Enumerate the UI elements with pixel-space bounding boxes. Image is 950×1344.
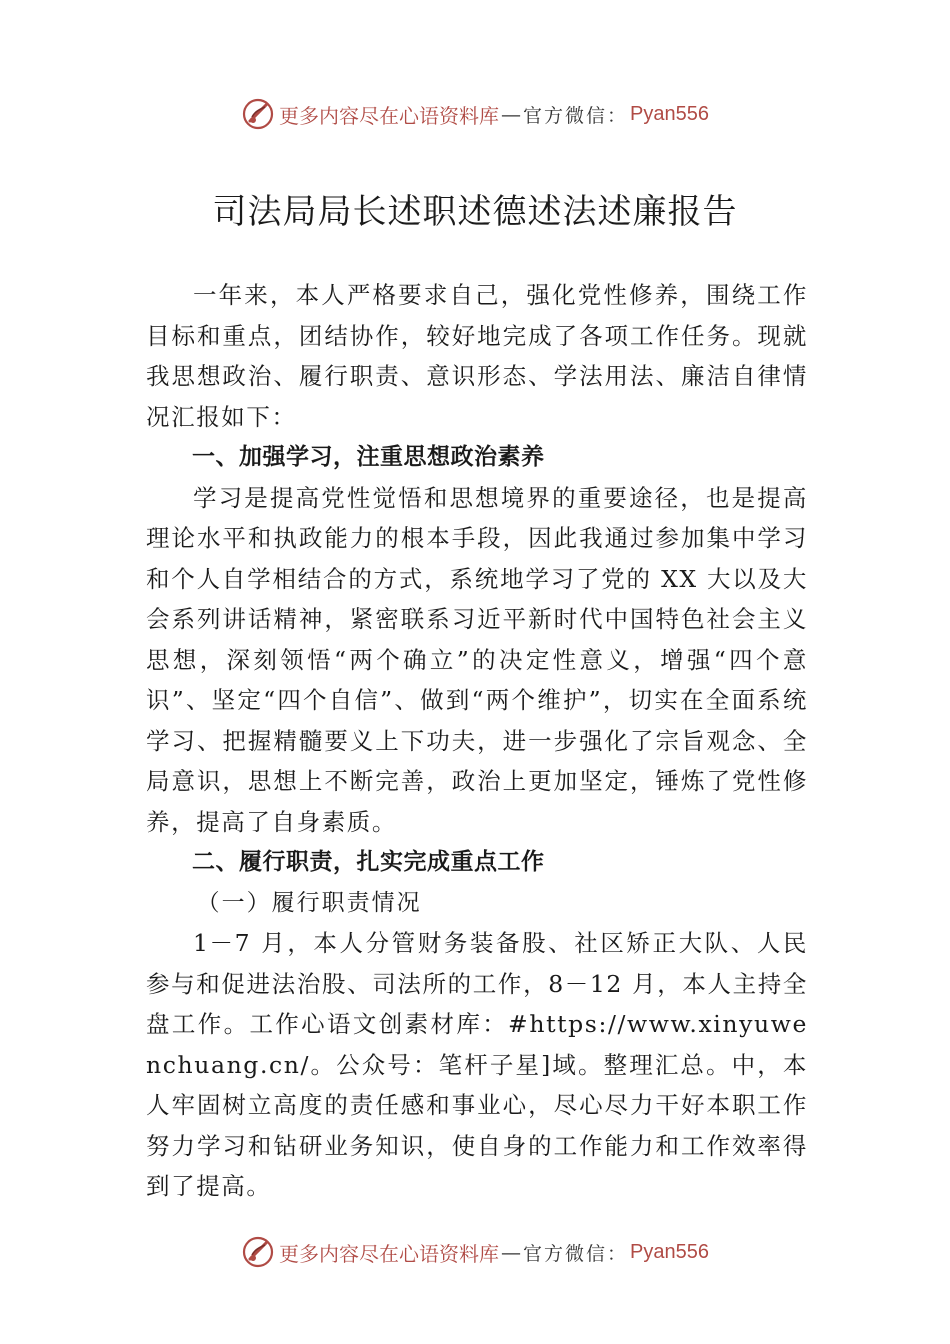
footer-banner xyxy=(0,1232,950,1272)
section-1-heading: 一、加强学习，注重思想政治素养 xyxy=(192,444,545,470)
banner-dash: — xyxy=(501,102,521,126)
banner-wechat-id: Pyan556 xyxy=(630,102,709,125)
banner-wechat-label: 官方微信： xyxy=(523,1242,629,1265)
subsection-1-heading: （一）履行职责情况 xyxy=(196,889,422,916)
banner-brand-text: 更多内容尽在心语资料库 xyxy=(279,1241,499,1266)
section-2-heading: 二、履行职责，扎实完成重点工作 xyxy=(192,849,545,875)
brand-logo-icon xyxy=(241,1235,275,1269)
banner-wechat-label: 官方微信： xyxy=(523,104,629,127)
document-title: 司法局局长述职述德述法述廉报告 xyxy=(212,192,738,232)
subsection-1-paragraph: 1－7 月，本人分管财务装备股、社区矫正大队、人民参与和促进法治股、司法所的工作，8－12 月，本人主持全盘工作。工作心语文创素材库：#https://www.xinyuwenchuang.cn/。公众号：笔杆子星]域。整理汇总。中，本人牢固树立高度的责任感和事业心，尽心尽力干好本职工作努力学习和钻研业务知识，使自身的工作能力和工作效率得到了提高。 xyxy=(146,929,808,1200)
section-1-paragraph: 学习是提高党性觉悟和思想境界的重要途径，也是提高理论水平和执政能力的根本手段，因此我通过参加集中学习和个人自学相结合的方式，系统地学习了党的 XX 大以及大会系列讲话精神，紧密联系习近平新时代中国特色社会主义思想，深刻领悟“两个确立”的决定性意义，增强“四个意识”、坚定“四个自信”、做到“两个维护”，切实在全面系统学习、把握精髓要义上下功夫，进一步强化了宗旨观念、全局意识，思想上不断完善，政治上更加坚定，锤炼了党性修养，提高了自身素质。 xyxy=(146,483,808,836)
brand-logo-icon xyxy=(241,97,275,131)
banner-dash: — xyxy=(501,1240,521,1264)
banner-brand-text: 更多内容尽在心语资料库 xyxy=(279,103,499,128)
header-banner xyxy=(0,94,950,134)
intro-paragraph: 一年来，本人严格要求自己，强化党性修养，围绕工作目标和重点，团结协作，较好地完成了各项工作任务。现就我思想政治、履行职责、意识形态、学法用法、廉洁自律情况汇报如下： xyxy=(146,281,808,431)
document-body xyxy=(146,275,808,1207)
banner-wechat-id: Pyan556 xyxy=(630,1240,709,1263)
